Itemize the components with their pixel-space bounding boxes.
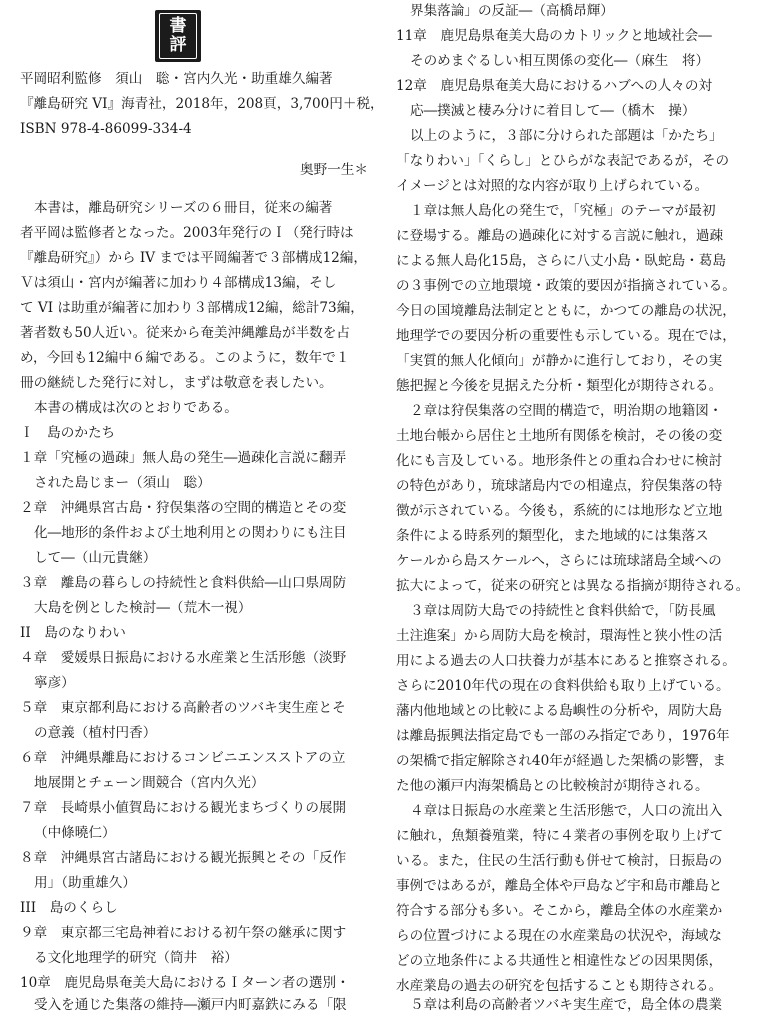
badge-frame [159, 13, 197, 59]
text-line: 著者数も50人近い。従来から奄美沖縄離島が半数を占 [20, 325, 350, 341]
text-line: 徴が示されている。今後も，系統的には地形など立地 [396, 503, 723, 519]
text-line: いる。また，住民の生活行動も併せて検討，日振島の [396, 853, 723, 869]
text-line: II 島のなりわい [20, 625, 126, 641]
text-line: どの立地条件による共通性と相違性などの因果関係， [396, 953, 723, 969]
text-line: ７章 長崎県小値賀島における観光まちづくりの展開 [20, 800, 347, 816]
book-review-badge [155, 10, 201, 62]
text-line: 地展開とチェーン間競合（宮内久光） [34, 775, 265, 791]
text-line: Ｉ 島のかたち [20, 425, 116, 441]
text-line: された島じまー（須山 聡） [34, 475, 211, 491]
reviewer-name: 奥野一生＊ [300, 162, 368, 178]
text-line: に触れ，魚類養殖業，特に４業者の事例を取り上げて [396, 828, 724, 844]
badge-char-2: 評 [169, 35, 187, 55]
text-line: 11章 鹿児島県奄美大島のカトリックと地域社会― [396, 28, 712, 44]
text-line: の特色があり，琉球諸島内での相違点，狩俣集落の特 [396, 478, 723, 494]
text-line: 用による過去の人口扶養力が基本にあると推察される。 [396, 653, 736, 669]
text-line: 化にも言及している。地形条件との重ね合わせに検討 [396, 453, 723, 469]
text-line: る文化地理学的研究（筒井 裕） [34, 950, 238, 966]
text-line: 12章 鹿児島県奄美大島におけるハブへの人々の対 [396, 78, 713, 94]
text-line: 事例ではあるが，離島全体や戸島など宇和島市離島と [396, 878, 723, 894]
text-line: ３章 離島の暮らしの持続性と食料供給―山口県周防 [20, 575, 347, 591]
text-line: ２章 沖縄県宮古島・狩俣集落の空間的構造とその変 [20, 500, 347, 516]
text-line: 『離島研究』）から IV までは平岡編著で３部構成12編， [20, 250, 367, 266]
text-line: の意義（植村円香） [34, 725, 157, 741]
text-line: ISBN 978-4-86099-334-4 [20, 121, 192, 137]
text-line: 冊の継続した発行に対し，まずは敬意を表したい。 [20, 375, 333, 391]
text-line: 化―地形的条件および土地利用との関わりにも注目 [34, 525, 347, 541]
text-line: の３事例での立地環境・政策的要因が指摘されている。 [396, 278, 736, 294]
text-line: １章「究極の過疎」無人島の発生―過疎化言説に翻弄 [20, 450, 347, 466]
text-line: に登場する。離島の過疎化に対する言説に触れ，過疎 [396, 228, 724, 244]
text-line: ４章は日振島の水産業と生活形態で，人口の流出入 [410, 803, 723, 819]
text-line: ５章 東京都利島における高齢者のツバキ実生産とそ [20, 700, 346, 716]
text-line: 土地台帳から居住と土地所有関係を検討，その後の変 [396, 428, 723, 444]
text-line: １章は無人島化の発生で，「究極」のテーマが最初 [410, 203, 716, 219]
text-line: 以上のように，３部に分けられた部題は「かたち」 [410, 128, 723, 144]
text-line: Ｖは須山・宮内が編著に加わり４部構成13編，そし [20, 275, 337, 291]
text-line: 今日の国境離島法制定とともに，かつての離島の状況， [396, 303, 736, 319]
text-line: た他の瀬戸内海架橋島との比較検討が期待される。 [396, 778, 709, 794]
text-line: 界集落論」の反証―（高橋昂輝） [410, 3, 614, 19]
text-line: 用」（助重雄久） [34, 875, 136, 891]
text-line: 符合する部分も多い。そこから，離島全体の水産業か [396, 903, 723, 919]
text-line: そのめまぐるしい相互関係の変化―（麻生 将） [410, 53, 710, 69]
text-line: らの位置づけによる現在の水産業島の状況や，海域な [396, 928, 722, 944]
text-line: 態把握と今後を見据えた分析・類型化が期待される。 [396, 378, 723, 394]
text-line: 拡大によって，従来の研究とは異なる指摘が期待される。 [396, 578, 750, 594]
text-line: さらに2010年代の現在の食料供給も取り上げている。 [396, 678, 730, 694]
text-line: て VI は助重が編著に加わり３部構成12編，総計73編， [20, 300, 364, 316]
badge-char-1: 書 [169, 16, 187, 36]
text-line: ６章 沖縄県離島におけるコンビニエンスストアの立 [20, 750, 346, 766]
text-line: 水産業島の過去の研究を包括することも期待される。 [396, 978, 723, 994]
text-line: による無人島化15島，さらに八丈小島・臥蛇島・葛島 [396, 253, 726, 269]
text-line: ケールから島スケールへ，さらには琉球諸島全域への [396, 553, 722, 569]
text-line: 「なりわい」「くらし」とひらがな表記であるが，その [396, 153, 730, 169]
text-line: ８章 沖縄県宮古諸島における観光振興とその「反作 [20, 850, 347, 866]
text-line: 10章 鹿児島県奄美大島におけるＩターン者の選別・ [20, 975, 350, 991]
text-line: 寧彦） [34, 675, 75, 691]
text-line: ２章は狩俣集落の空間的構造で，明治期の地籍図・ [410, 403, 723, 419]
text-line: 条件による時系列的類型化，また地域的には集落ス [396, 528, 709, 544]
text-line: 本書は，離島研究シリーズの６冊目，従来の編著 [34, 200, 333, 216]
text-line: 平岡昭利監修 須山 聡・宮内久光・助重雄久編著 [20, 71, 333, 87]
text-line: ５章は利島の高齢者ツバキ実生産で，島全体の農業 [410, 997, 723, 1013]
text-line: 者平岡は監修者となった。2003年発行のＩ（発行時は [20, 225, 354, 241]
text-line: 地理学での要因分析の重要性も示している。現在では， [396, 328, 736, 344]
text-line: （中條曉仁） [34, 825, 116, 841]
text-line: 大島を例とした検討―（荒木一視） [34, 600, 252, 616]
text-line: 土注進案」から周防大島を検討，環海性と狭小性の活 [396, 628, 723, 644]
text-line: は離島振興法指定島でも一部のみ指定であり，1976年 [396, 728, 730, 744]
text-line: III 島のくらし [20, 900, 118, 916]
text-line: の架橋で指定解除され40年が経過した架橋の影響，ま [396, 753, 726, 769]
text-line: 本書の構成は次のとおりである。 [34, 400, 238, 416]
text-line: ９章 東京都三宅島神着における初午祭の継承に関す [20, 925, 347, 941]
text-line: 受入を通じた集落の維持―瀬戸内町嘉鉄にみる「限 [34, 997, 347, 1013]
text-line: 応―撲滅と棲み分けに着目して―（橋木 操） [410, 103, 696, 119]
text-line: ４章 愛媛県日振島における水産業と生活形態（淡野 [20, 650, 347, 666]
text-line: ３章は周防大島での持続性と食料供給で，「防長風 [410, 603, 716, 619]
text-line: 「実質的無人化傾向」が静かに進行しており，その実 [396, 353, 723, 369]
text-line: して―（山元貴継） [34, 550, 157, 566]
text-line: 藩内他地域との比較による島嶼性の分析や，周防大島 [396, 703, 722, 719]
text-line: イメージとは対照的な内容が取り上げられている。 [396, 178, 709, 194]
text-line: 『離島研究 VI』海青社，2018年，208頁，3,700円＋税， [20, 96, 384, 112]
text-line: め，今回も12編中６編である。このように，数年で１ [20, 350, 350, 366]
